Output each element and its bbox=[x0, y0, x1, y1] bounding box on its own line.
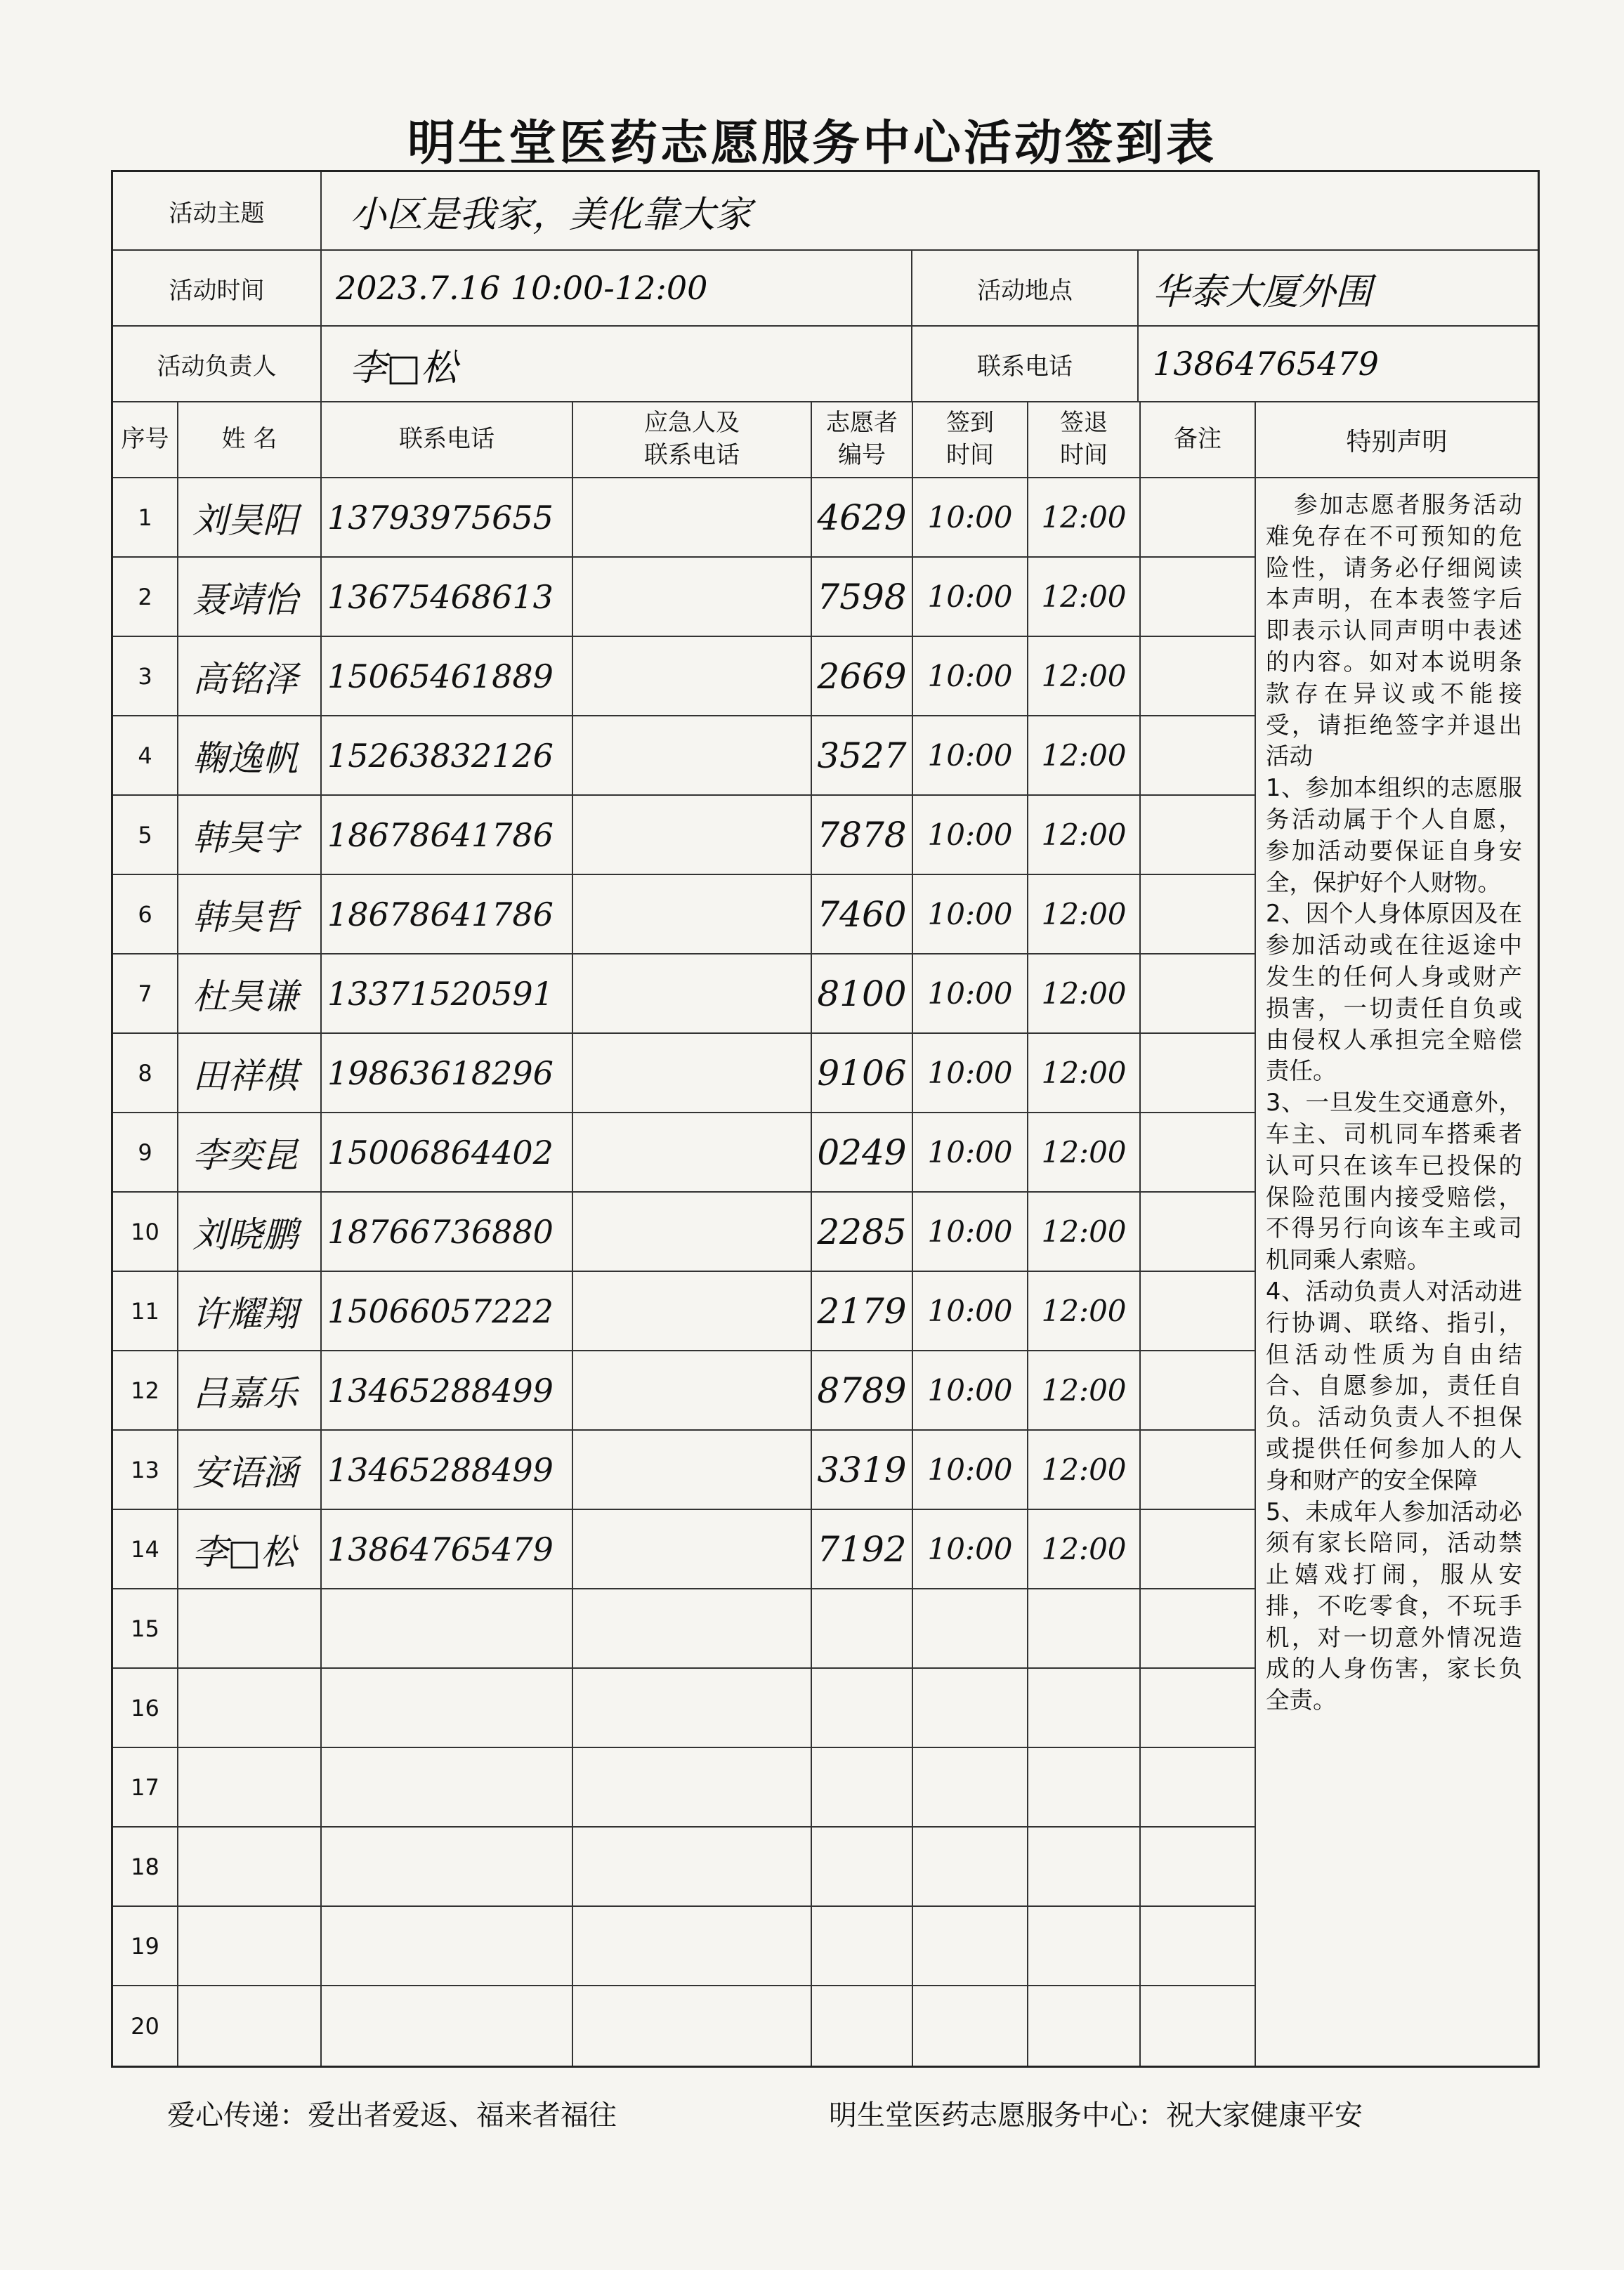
volunteer-number bbox=[812, 1748, 913, 1828]
volunteer-number bbox=[812, 1589, 913, 1669]
remark bbox=[1141, 1351, 1256, 1431]
emergency-contact bbox=[573, 954, 812, 1034]
volunteer-number: 0249 bbox=[812, 1113, 913, 1193]
sign-out-time: 12:00 bbox=[1028, 558, 1141, 637]
sign-out-time bbox=[1028, 1669, 1141, 1748]
row-number: 15 bbox=[113, 1589, 178, 1669]
volunteer-phone: 13675468613 bbox=[322, 558, 573, 637]
row-number: 4 bbox=[113, 716, 178, 796]
table-row bbox=[113, 1669, 1256, 1748]
remark bbox=[1141, 1510, 1256, 1589]
header-emergency: 应急人及 联系电话 bbox=[573, 402, 812, 478]
emergency-contact bbox=[573, 1113, 812, 1193]
emergency-contact bbox=[573, 1034, 812, 1113]
volunteer-phone: 15066057222 bbox=[322, 1272, 573, 1351]
volunteer-number: 7878 bbox=[812, 796, 913, 875]
row-number: 13 bbox=[113, 1431, 178, 1510]
remark bbox=[1141, 796, 1256, 875]
row-number: 6 bbox=[113, 875, 178, 954]
remark bbox=[1141, 1034, 1256, 1113]
row-number: 7 bbox=[113, 954, 178, 1034]
table-row bbox=[113, 1272, 1256, 1351]
emergency-contact bbox=[573, 716, 812, 796]
topic-value: 小区是我家，美化靠大家 bbox=[322, 172, 1538, 251]
row-number: 10 bbox=[113, 1193, 178, 1272]
volunteer-number: 2179 bbox=[812, 1272, 913, 1351]
table-row bbox=[113, 796, 1256, 875]
volunteer-number: 3319 bbox=[812, 1431, 913, 1510]
sign-in-time: 10:00 bbox=[913, 875, 1028, 954]
declaration-paragraph: 3、一旦发生交通意外，车主、司机同车搭乘者认可只在该车已投保的保险范围内接受赔偿，不得另行向该车主或司机同乘人索赔。 bbox=[1266, 1089, 1522, 1274]
emergency-contact bbox=[573, 1748, 812, 1828]
volunteer-name bbox=[178, 1748, 322, 1828]
emergency-contact bbox=[573, 1193, 812, 1272]
table-row bbox=[113, 1193, 1256, 1272]
table-row bbox=[113, 716, 1256, 796]
sign-out-time: 12:00 bbox=[1028, 954, 1141, 1034]
header-no: 序号 bbox=[113, 402, 178, 478]
table-row bbox=[113, 954, 1256, 1034]
volunteer-name: 韩昊宇 bbox=[178, 796, 322, 875]
sign-out-time: 12:00 bbox=[1028, 796, 1141, 875]
volunteer-phone: 18678641786 bbox=[322, 875, 573, 954]
volunteer-number bbox=[812, 1986, 913, 2066]
volunteer-number bbox=[812, 1828, 913, 1907]
declaration-title: 特别声明 bbox=[1256, 402, 1538, 478]
remark bbox=[1141, 1986, 1256, 2066]
volunteer-phone bbox=[322, 1986, 573, 2066]
sign-in-time: 10:00 bbox=[913, 1510, 1028, 1589]
sign-in-time: 10:00 bbox=[913, 1034, 1028, 1113]
emergency-contact bbox=[573, 1272, 812, 1351]
sign-in-time: 10:00 bbox=[913, 558, 1028, 637]
volunteer-name: 吕嘉乐 bbox=[178, 1351, 322, 1431]
remark bbox=[1141, 637, 1256, 716]
header-sign-in: 签到 时间 bbox=[913, 402, 1028, 478]
header-name: 姓 名 bbox=[178, 402, 322, 478]
volunteer-number: 7460 bbox=[812, 875, 913, 954]
volunteer-number: 9106 bbox=[812, 1034, 913, 1113]
declaration-paragraph: 5、未成年人参加活动必须有家长陪同，活动禁止嬉戏打闹，服从安排，不吃零食，不玩手机，对一切意外情况造成的人身伤害，家长负全责。 bbox=[1266, 1497, 1522, 1714]
volunteer-phone bbox=[322, 1589, 573, 1669]
sign-out-time: 12:00 bbox=[1028, 1193, 1141, 1272]
emergency-contact bbox=[573, 1669, 812, 1748]
remark bbox=[1141, 1589, 1256, 1669]
sign-in-time bbox=[913, 1986, 1028, 2066]
table-row bbox=[113, 1351, 1256, 1431]
emergency-contact bbox=[573, 1907, 812, 1986]
leader-value: 李□松 bbox=[322, 327, 912, 402]
volunteer-name: 田祥棋 bbox=[178, 1034, 322, 1113]
leader-label: 活动负责人 bbox=[113, 327, 322, 402]
sign-in-sheet bbox=[111, 170, 1540, 2068]
row-number: 12 bbox=[113, 1351, 178, 1431]
declaration-paragraph: 2、因个人身体原因及在参加活动或在往返途中发生的任何人身或财产损害，一切责任自负或由侵权人承担完全赔偿责任。 bbox=[1266, 900, 1522, 1085]
sign-in-time bbox=[913, 1907, 1028, 1986]
header-volunteer-no: 志愿者 编号 bbox=[812, 402, 913, 478]
emergency-contact bbox=[573, 558, 812, 637]
volunteer-name: 李奕昆 bbox=[178, 1113, 322, 1193]
sign-in-time: 10:00 bbox=[913, 1193, 1028, 1272]
remark bbox=[1141, 1669, 1256, 1748]
sign-out-time bbox=[1028, 1589, 1141, 1669]
remark bbox=[1141, 954, 1256, 1034]
table-row bbox=[113, 1034, 1256, 1113]
sign-in-time: 10:00 bbox=[913, 1272, 1028, 1351]
sign-in-time: 10:00 bbox=[913, 1431, 1028, 1510]
volunteer-number: 4629 bbox=[812, 478, 913, 558]
volunteer-name: 杜昊谦 bbox=[178, 954, 322, 1034]
sign-in-time: 10:00 bbox=[913, 1351, 1028, 1431]
row-number: 2 bbox=[113, 558, 178, 637]
remark bbox=[1141, 1828, 1256, 1907]
sign-in-time: 10:00 bbox=[913, 637, 1028, 716]
contact-phone-value: 13864765479 bbox=[1139, 327, 1538, 402]
remark bbox=[1141, 478, 1256, 558]
volunteer-phone: 15006864402 bbox=[322, 1113, 573, 1193]
sign-in-time bbox=[913, 1669, 1028, 1748]
sign-out-time: 12:00 bbox=[1028, 1510, 1141, 1589]
volunteer-phone: 19863618296 bbox=[322, 1034, 573, 1113]
volunteer-number: 8789 bbox=[812, 1351, 913, 1431]
row-number: 17 bbox=[113, 1748, 178, 1828]
contact-phone-label: 联系电话 bbox=[912, 327, 1139, 402]
volunteer-name bbox=[178, 1986, 322, 2066]
sign-out-time bbox=[1028, 1748, 1141, 1828]
row-number: 20 bbox=[113, 1986, 178, 2066]
row-number: 14 bbox=[113, 1510, 178, 1589]
remark bbox=[1141, 1272, 1256, 1351]
row-number: 3 bbox=[113, 637, 178, 716]
sign-out-time: 12:00 bbox=[1028, 1272, 1141, 1351]
emergency-contact bbox=[573, 875, 812, 954]
sign-in-time: 10:00 bbox=[913, 716, 1028, 796]
remark bbox=[1141, 1907, 1256, 1986]
page-title: 明生堂医药志愿服务中心活动签到表 bbox=[407, 116, 1217, 171]
row-number: 11 bbox=[113, 1272, 178, 1351]
volunteer-phone: 15065461889 bbox=[322, 637, 573, 716]
emergency-contact bbox=[573, 478, 812, 558]
volunteer-number bbox=[812, 1907, 913, 1986]
row-number: 5 bbox=[113, 796, 178, 875]
volunteer-number: 7192 bbox=[812, 1510, 913, 1589]
volunteer-phone: 18678641786 bbox=[322, 796, 573, 875]
time-value: 2023.7.16 10:00-12:00 bbox=[322, 251, 912, 327]
row-number: 18 bbox=[113, 1828, 178, 1907]
place-value: 华泰大厦外围 bbox=[1139, 251, 1538, 327]
remark bbox=[1141, 1193, 1256, 1272]
volunteer-name bbox=[178, 1589, 322, 1669]
declaration-paragraph: 参加志愿者服务活动难免存在不可预知的危险性，请务必仔细阅读本声明，在本表签字后即表示认同声明中表述的内容。如对本说明条款存在异议或不能接受，请拒绝签字并退出活动 bbox=[1266, 491, 1522, 770]
volunteer-number: 3527 bbox=[812, 716, 913, 796]
emergency-contact bbox=[573, 1589, 812, 1669]
volunteer-name bbox=[178, 1669, 322, 1748]
table-row bbox=[113, 1510, 1256, 1589]
volunteer-number: 7598 bbox=[812, 558, 913, 637]
declaration-paragraph: 4、活动负责人对活动进行协调、联络、指引，但活动性质为自由结合、自愿参加，责任自负。活动负责人不担保或提供任何参加人的人身和财产的安全保障 bbox=[1266, 1277, 1522, 1494]
volunteer-phone: 13864765479 bbox=[322, 1510, 573, 1589]
sign-out-time: 12:00 bbox=[1028, 1351, 1141, 1431]
sign-out-time: 12:00 bbox=[1028, 1034, 1141, 1113]
emergency-contact bbox=[573, 1351, 812, 1431]
sign-out-time: 12:00 bbox=[1028, 716, 1141, 796]
volunteer-phone: 13465288499 bbox=[322, 1351, 573, 1431]
emergency-contact bbox=[573, 637, 812, 716]
volunteer-phone: 13465288499 bbox=[322, 1431, 573, 1510]
sign-out-time: 12:00 bbox=[1028, 637, 1141, 716]
topic-label: 活动主题 bbox=[113, 172, 322, 251]
volunteer-number: 2285 bbox=[812, 1193, 913, 1272]
table-row bbox=[113, 1113, 1256, 1193]
table-row bbox=[113, 1589, 1256, 1669]
volunteer-name bbox=[178, 1828, 322, 1907]
emergency-contact bbox=[573, 796, 812, 875]
sign-out-time bbox=[1028, 1907, 1141, 1986]
row-number: 19 bbox=[113, 1907, 178, 1986]
attendance-table bbox=[113, 402, 1256, 2066]
sign-out-time: 12:00 bbox=[1028, 1113, 1141, 1193]
volunteer-phone bbox=[322, 1828, 573, 1907]
remark bbox=[1141, 1113, 1256, 1193]
volunteer-name: 刘晓鹏 bbox=[178, 1193, 322, 1272]
sign-out-time: 12:00 bbox=[1028, 1431, 1141, 1510]
volunteer-name: 许耀翔 bbox=[178, 1272, 322, 1351]
sign-out-time: 12:00 bbox=[1028, 875, 1141, 954]
sign-in-time bbox=[913, 1748, 1028, 1828]
volunteer-phone bbox=[322, 1669, 573, 1748]
volunteer-name: 鞠逸帆 bbox=[178, 716, 322, 796]
sign-in-time: 10:00 bbox=[913, 478, 1028, 558]
row-number: 16 bbox=[113, 1669, 178, 1748]
remark bbox=[1141, 558, 1256, 637]
volunteer-number bbox=[812, 1669, 913, 1748]
remark bbox=[1141, 716, 1256, 796]
volunteer-name: 李□松 bbox=[178, 1510, 322, 1589]
sign-in-time: 10:00 bbox=[913, 954, 1028, 1034]
volunteer-phone bbox=[322, 1907, 573, 1986]
table-row bbox=[113, 637, 1256, 716]
emergency-contact bbox=[573, 1986, 812, 2066]
volunteer-phone: 13371520591 bbox=[322, 954, 573, 1034]
sign-in-time: 10:00 bbox=[913, 1113, 1028, 1193]
volunteer-phone: 18766736880 bbox=[322, 1193, 573, 1272]
volunteer-number: 2669 bbox=[812, 637, 913, 716]
place-label: 活动地点 bbox=[912, 251, 1139, 327]
volunteer-number: 8100 bbox=[812, 954, 913, 1034]
header-remark: 备注 bbox=[1141, 402, 1256, 478]
row-number: 1 bbox=[113, 478, 178, 558]
footer-left: 爱心传递：爱出者爱返、福来者福往 bbox=[167, 2099, 617, 2132]
volunteer-phone: 15263832126 bbox=[322, 716, 573, 796]
table-body bbox=[113, 478, 1256, 2066]
header-phone: 联系电话 bbox=[322, 402, 573, 478]
sign-in-time bbox=[913, 1589, 1028, 1669]
remark bbox=[1141, 875, 1256, 954]
table-row bbox=[113, 1828, 1256, 1907]
emergency-contact bbox=[573, 1510, 812, 1589]
footer-right: 明生堂医药志愿服务中心：祝大家健康平安 bbox=[829, 2099, 1363, 2132]
emergency-contact bbox=[573, 1828, 812, 1907]
declaration-text bbox=[1256, 478, 1538, 1724]
declaration-column bbox=[1256, 402, 1538, 2066]
volunteer-name: 聂靖怡 bbox=[178, 558, 322, 637]
sign-out-time bbox=[1028, 1986, 1141, 2066]
sign-in-time: 10:00 bbox=[913, 796, 1028, 875]
table-row bbox=[113, 1986, 1256, 2066]
sign-out-time: 12:00 bbox=[1028, 478, 1141, 558]
sign-in-time bbox=[913, 1828, 1028, 1907]
volunteer-name: 韩昊哲 bbox=[178, 875, 322, 954]
volunteer-name: 安语涵 bbox=[178, 1431, 322, 1510]
table-row bbox=[113, 558, 1256, 637]
declaration-paragraph: 1、参加本组织的志愿服务活动属于个人自愿，参加活动要保证自身安全，保护好个人财物。 bbox=[1266, 774, 1522, 896]
remark bbox=[1141, 1748, 1256, 1828]
header-sign-out: 签退 时间 bbox=[1028, 402, 1141, 478]
volunteer-name: 刘昊阳 bbox=[178, 478, 322, 558]
emergency-contact bbox=[573, 1431, 812, 1510]
table-row bbox=[113, 875, 1256, 954]
table-row bbox=[113, 1748, 1256, 1828]
remark bbox=[1141, 1431, 1256, 1510]
row-number: 8 bbox=[113, 1034, 178, 1113]
sign-out-time bbox=[1028, 1828, 1141, 1907]
table-row bbox=[113, 1907, 1256, 1986]
volunteer-phone bbox=[322, 1748, 573, 1828]
volunteer-name: 高铭泽 bbox=[178, 637, 322, 716]
table-row bbox=[113, 1431, 1256, 1510]
row-number: 9 bbox=[113, 1113, 178, 1193]
table-row bbox=[113, 478, 1256, 558]
volunteer-name bbox=[178, 1907, 322, 1986]
volunteer-phone: 13793975655 bbox=[322, 478, 573, 558]
time-label: 活动时间 bbox=[113, 251, 322, 327]
